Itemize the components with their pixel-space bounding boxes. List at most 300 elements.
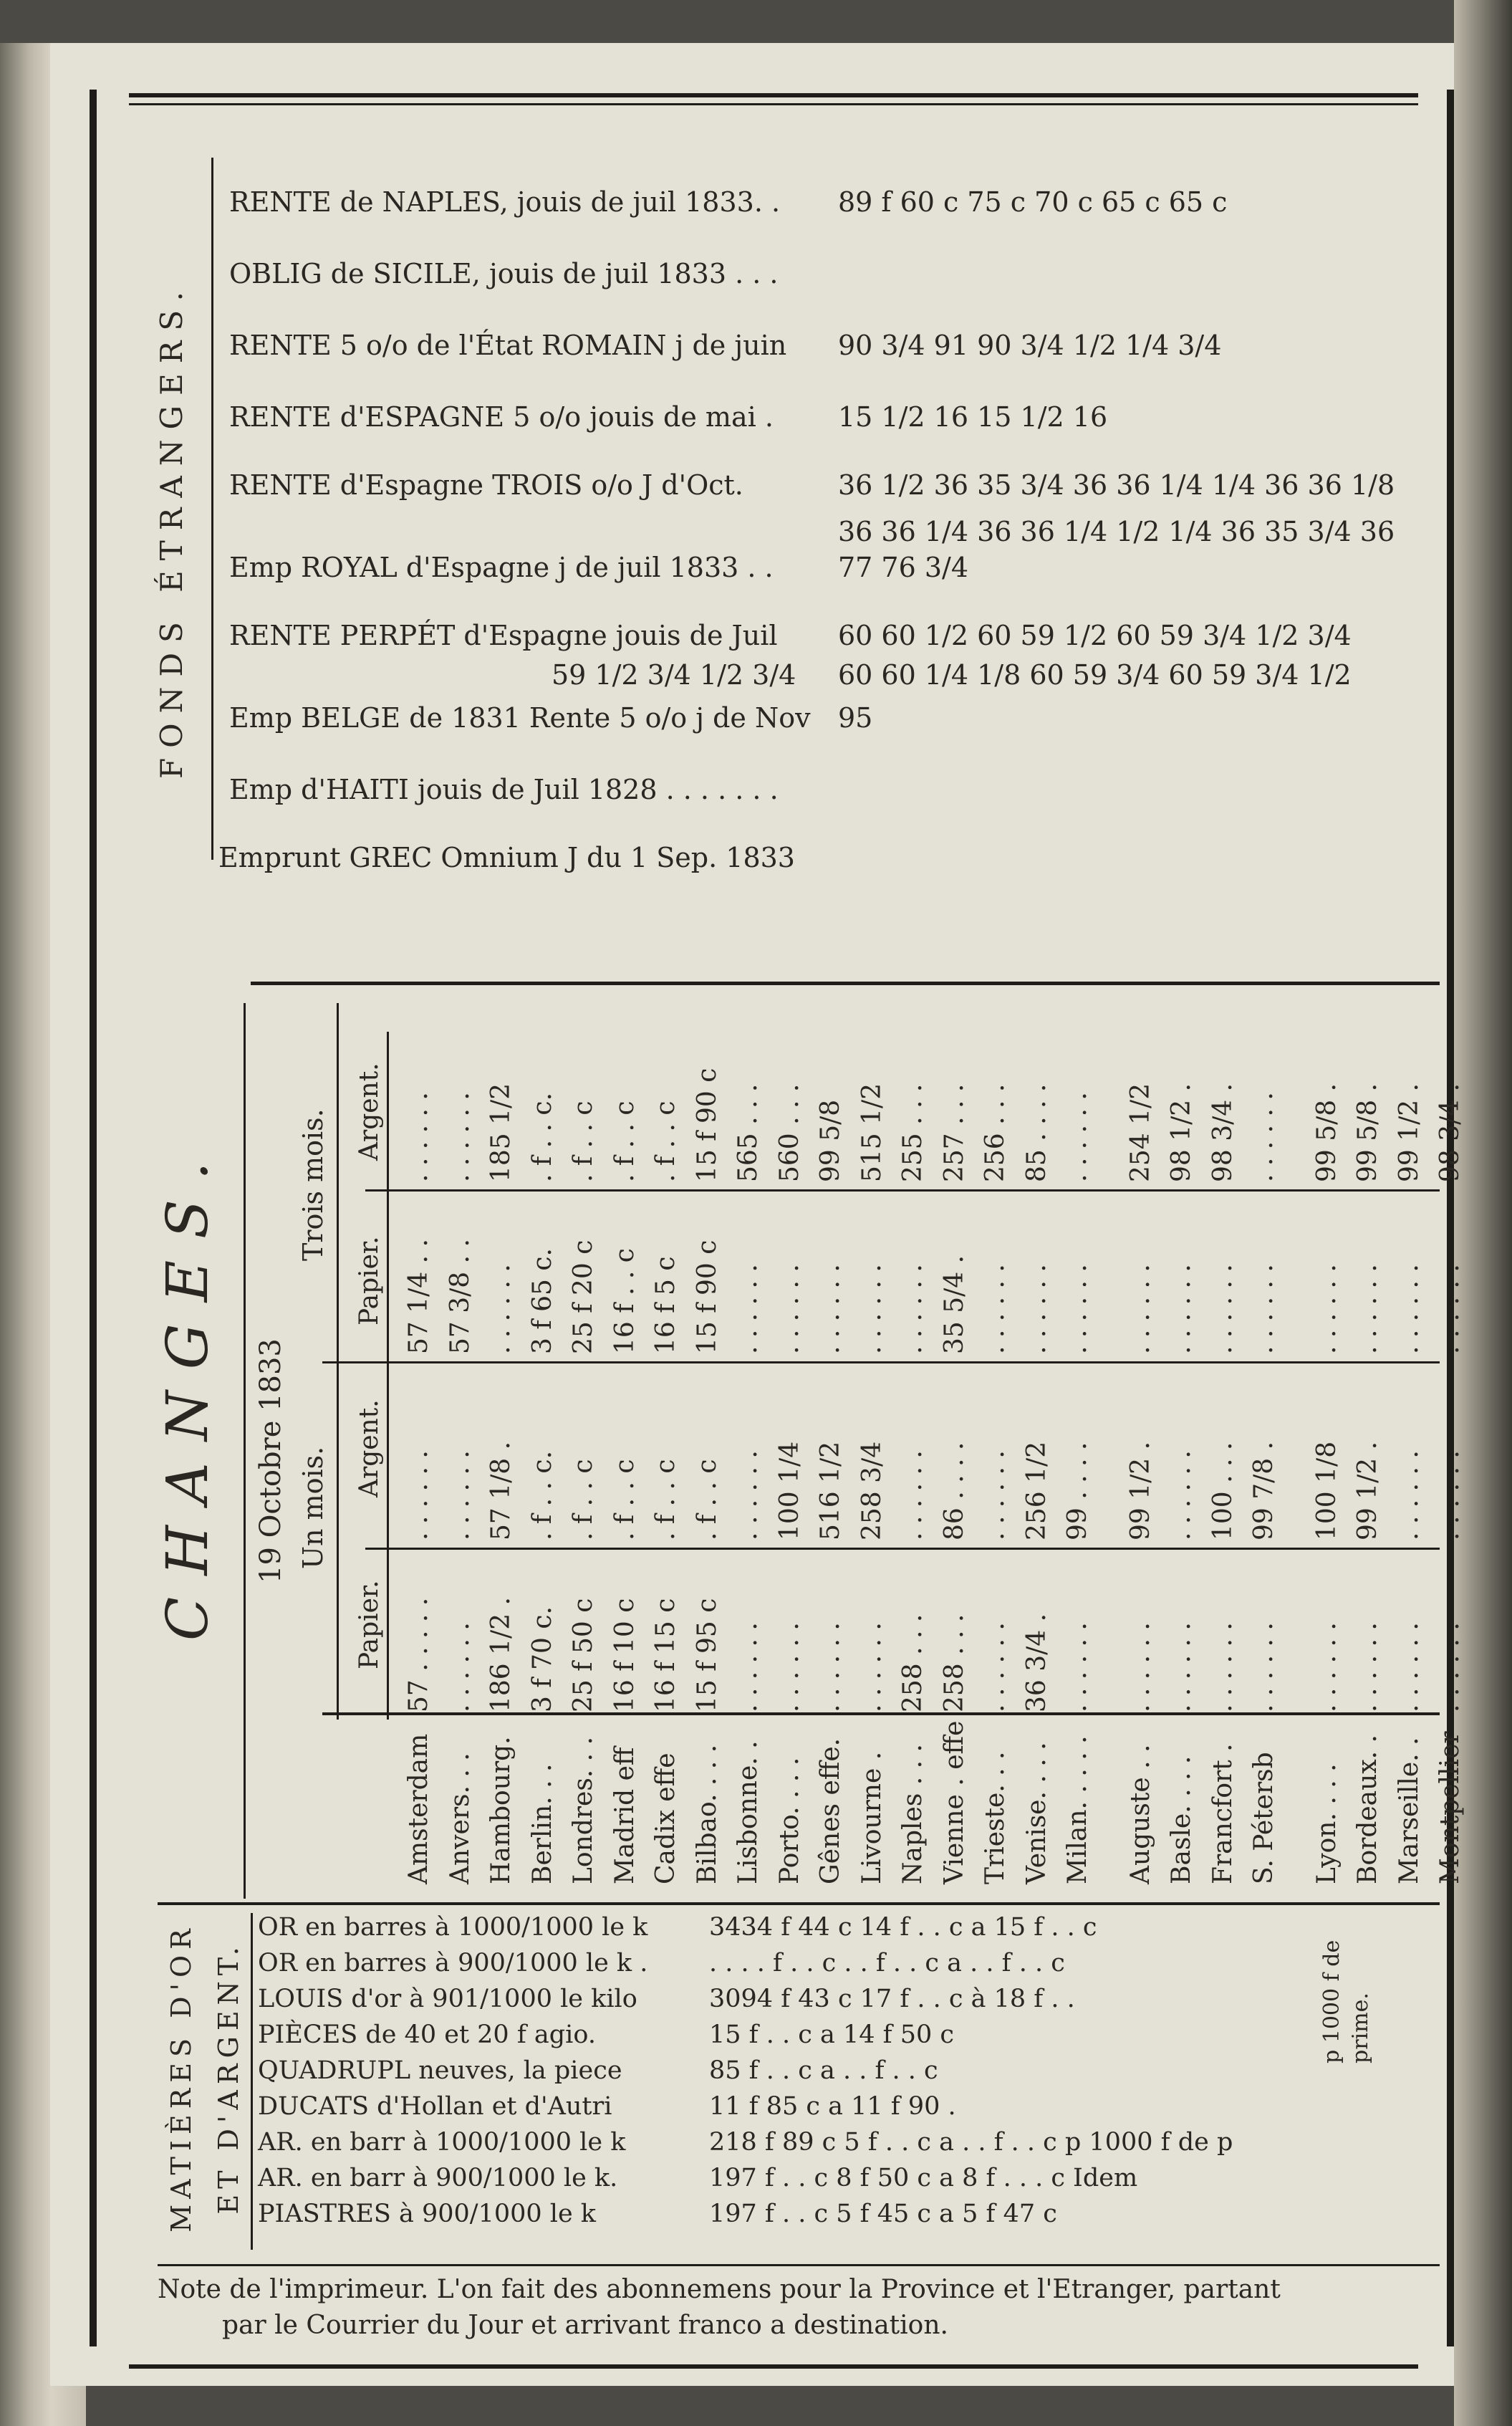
rate-value: . . . . . . [1167,1264,1196,1354]
rate-cell-trois-mois-papier [769,1197,813,1354]
rate-cell-trois-mois-argent [1306,1039,1350,1182]
rate-cell-un-mois-argent [1388,1368,1432,1540]
city-name: Marseille. . [1394,1737,1424,1884]
city-column [974,1720,1019,1884]
city-column [398,1720,442,1884]
fonds-name: RENTE 5 o/o de l'État ROMAIN j de juin [229,330,787,361]
rate-value: . . . . . . [774,1622,804,1712]
rate-cell-trois-mois-papier [1388,1197,1432,1354]
changes-rule-1 [322,1361,1440,1363]
fonds-name: Emp ROYAL d'Espagne j de juil 1833 . . [229,552,774,583]
rate-value: . . . . . . [486,1264,516,1354]
printer-note-line1: Note de l'imprimeur. L'on fait des abonnemens pour la Province et l'Etranger, partant [158,2275,1281,2304]
fonds-row [229,552,1447,595]
rate-value: . . . . . . [1435,1622,1465,1712]
rate-cell-trois-mois-papier [480,1197,524,1354]
changes-rule-2 [365,1548,1440,1550]
rate-value: . . . . . . [445,1450,475,1540]
fonds-price: 15 1/2 16 15 1/2 16 [838,401,1108,433]
rate-value: . . . . . . [404,1450,433,1540]
fonds-name: RENTE d'Espagne TROIS o/o J d'Oct. [229,469,743,501]
rate-cell-un-mois-papier [604,1555,648,1712]
rate-cell-un-mois-argent [769,1368,813,1540]
rate-cell-trois-mois-papier [1202,1197,1246,1354]
rate-cell-un-mois-argent [686,1368,731,1540]
fonds-price: 60 60 1/2 60 59 1/2 60 59 3/4 1/2 3/4 [838,620,1352,651]
rate-cell-un-mois-papier [1306,1555,1350,1712]
rate-value: . . . . . . [445,1092,475,1182]
changes-date: 19 Octobre 1833 [254,1338,287,1583]
rate-cell-un-mois-papier [892,1555,936,1712]
trois-mois-papier-label: Papier. [355,1236,384,1325]
rate-cell-trois-mois-papier [686,1197,731,1354]
rate-value: 99 5/8 . [1353,1083,1382,1182]
rate-cell-trois-mois-argent [1056,1039,1101,1182]
rate-cell-un-mois-papier [686,1555,731,1712]
matiere-price: 3094 f 43 c 17 f . . c à 18 f . . [709,1985,1075,2013]
rate-cell-un-mois-papier [809,1555,854,1712]
trois-mois-argent-label: Argent. [355,1063,384,1161]
changes-sub-rule [387,1032,389,1720]
rate-value: 85 . . . . [1021,1083,1051,1182]
city-name: Berlin. . . [527,1763,557,1884]
rate-value: 15 f 95 c [692,1598,722,1712]
rate-value: . f . . c [610,1459,640,1540]
rate-value: 99 1/2 . [1353,1441,1382,1540]
rate-value: 515 1/2 [857,1083,887,1182]
rate-value: . . . . . . [1353,1622,1382,1712]
rate-cell-un-mois-argent [398,1368,442,1540]
rate-value: . . . . . . [733,1450,763,1540]
city-column [727,1720,771,1884]
fonds-name: Emp d'HAITI jouis de Juil 1828 . . . . . . . [229,774,779,805]
city-column [1016,1720,1060,1884]
city-column [851,1720,895,1884]
city-column [769,1720,813,1884]
rate-value: . f . . c [651,1101,680,1182]
rate-value: 258 . . . [898,1614,928,1712]
rate-cell-un-mois-argent [1347,1368,1391,1540]
fonds-price: 90 3/4 91 90 3/4 1/2 1/4 3/4 [838,330,1222,361]
rate-value: 254 1/2 [1125,1083,1155,1182]
rate-value: 99 . . . . [1063,1442,1092,1540]
rate-cell-trois-mois-argent [933,1039,978,1182]
rate-value: . . . . . . [1208,1622,1238,1712]
fonds-price: 60 60 1/4 1/8 60 59 3/4 60 59 3/4 1/2 [838,659,1352,691]
rate-cell-un-mois-papier [398,1555,442,1712]
rate-cell-un-mois-papier [645,1555,689,1712]
matiere-row [258,2056,1404,2091]
rate-value: 516 1/2 [816,1441,845,1540]
rate-cell-un-mois-argent [1119,1368,1164,1540]
rate-cell-trois-mois-papier [1119,1197,1164,1354]
rate-value: . . . . . . [774,1264,804,1354]
matiere-row [258,2128,1404,2162]
matiere-name: PIASTRES à 900/1000 le k [258,2200,597,2228]
rate-cell-trois-mois-papier [933,1197,978,1354]
rate-cell-trois-mois-papier [1056,1197,1101,1354]
matiere-row [258,1985,1404,2019]
matiere-name: DUCATS d'Hollan et d'Autri [258,2092,612,2121]
rate-value: 100 1/4 [774,1441,804,1540]
city-column [562,1720,607,1884]
rate-value: 86 . . . . [939,1442,969,1540]
fonds-price: 77 76 3/4 [838,552,969,583]
city-column [1388,1720,1432,1884]
city-name: Londres. . . [569,1736,598,1884]
rate-value: . . . . . . [981,1622,1010,1712]
rate-value: 99 7/8 . [1249,1441,1279,1540]
rate-cell-un-mois-papier [974,1555,1019,1712]
rate-value: 57 1/4 . . [404,1239,433,1354]
changes-rule-3 [365,1189,1440,1192]
rate-cell-un-mois-argent [1016,1368,1060,1540]
fonds-name: Emp BELGE de 1831 Rente 5 o/o j de Nov [229,702,811,734]
fonds-price: 36 1/2 36 35 3/4 36 36 1/4 1/4 36 36 1/8 [838,469,1395,501]
matiere-price: 85 f . . c a . . f . . c [709,2056,938,2085]
city-column [686,1720,731,1884]
matiere-row [258,2164,1404,2198]
rate-cell-un-mois-papier [1347,1555,1391,1712]
matiere-price: 197 f . . c 5 f 45 c a 5 f 47 c [709,2200,1057,2228]
note-rule [158,2264,1440,2266]
rate-value: 57 1/8 . [486,1441,516,1540]
city-name: Lyon. . . . [1311,1763,1342,1884]
rate-value: . . . . . . [1353,1264,1382,1354]
rate-cell-un-mois-papier [1243,1555,1287,1712]
printed-page [50,43,1465,2386]
rate-cell-un-mois-argent [562,1368,607,1540]
fonds-row [229,774,1447,817]
matiere-name: PIÈCES de 40 et 20 f agio. [258,2020,596,2049]
city-column [480,1720,524,1884]
city-column [892,1720,936,1884]
rate-value: . . . . . . [1311,1622,1342,1712]
matieres-label [158,1913,258,2243]
rate-cell-trois-mois-argent [769,1039,813,1182]
city-name: Hambourg. [486,1736,516,1884]
rate-value: . . . . . . [857,1622,887,1712]
un-mois-label: Un mois. [297,1446,329,1569]
city-column [1243,1720,1287,1884]
rate-cell-trois-mois-argent [1388,1039,1432,1182]
rate-value: . f . . c [692,1459,722,1540]
fonds-name: RENTE de NAPLES, jouis de juil 1833. . [229,186,781,218]
matiere-name: QUADRUPL neuves, la piece [258,2056,622,2085]
rate-cell-trois-mois-papier [1243,1197,1287,1354]
rate-cell-trois-mois-argent [1347,1039,1391,1182]
rate-cell-un-mois-papier [1429,1555,1473,1712]
rate-cell-un-mois-argent [1306,1368,1350,1540]
matiere-price: . . . . f . . c . . f . . c a . . f . . c [709,1949,1065,1977]
city-column [439,1720,483,1884]
rate-cell-un-mois-papier [521,1555,566,1712]
rate-cell-trois-mois-papier [727,1197,771,1354]
fonds-row [229,702,1447,745]
matieres-label-line1: MATIÈRES D'OR [165,1923,197,2233]
city-name: Lisbonne. . [733,1740,763,1884]
city-name: Naples . . . [898,1744,928,1884]
city-name: Montpellier [1435,1731,1465,1884]
matiere-price: 3434 f 44 c 14 f . . c a 15 f . . c [709,1913,1097,1942]
rate-value: . . . . . . [1435,1450,1465,1540]
rate-value: 98 3/4 . [1435,1083,1465,1182]
rate-cell-trois-mois-papier [809,1197,854,1354]
rate-value: 98 3/4 . [1208,1083,1238,1182]
matiere-price: 197 f . . c 8 f 50 c a 8 f . . . c Idem [709,2164,1138,2192]
city-column [1119,1720,1164,1884]
rate-cell-un-mois-argent [1160,1368,1205,1540]
rate-value: . f . . c. [527,1092,557,1182]
matieres-label-line2: ET D'ARGENT. [213,1941,244,2215]
rate-value: . . . . . . [1394,1622,1424,1712]
rate-value: 16 f 5 c [651,1256,680,1354]
rate-cell-trois-mois-argent [604,1039,648,1182]
rate-cell-un-mois-papier [1016,1555,1060,1712]
rate-cell-un-mois-papier [727,1555,771,1712]
city-column [1429,1720,1473,1884]
rate-value: 258 . . . [939,1614,969,1712]
city-column [604,1720,648,1884]
rate-value: 99 5/8 . [1311,1083,1342,1182]
rate-value: . . . . . . [1394,1264,1424,1354]
rate-cell-trois-mois-papier [562,1197,607,1354]
rate-cell-trois-mois-argent [1119,1039,1164,1182]
prime-note: p 1000 f de prime. [1319,1940,1373,2063]
matiere-name: LOUIS d'or à 901/1000 le kilo [258,1985,637,2013]
changes-city-rule [322,1712,1440,1715]
rate-value: 100 . . . [1208,1442,1238,1540]
rate-value: . . . . . . [1063,1092,1092,1182]
rate-value: 57 . . . . . [404,1597,433,1712]
fonds-name: RENTE PERPÉT d'Espagne jouis de Juil [229,620,778,651]
rate-cell-trois-mois-argent [851,1039,895,1182]
rate-cell-trois-mois-papier [521,1197,566,1354]
matiere-row [258,1949,1404,1983]
rate-value: . . . . . . [404,1092,433,1182]
rate-value: 257 . . . [939,1083,969,1182]
rate-value: 186 1/2 . [486,1597,516,1712]
un-mois-papier-label: Papier. [355,1580,384,1669]
rate-value: 57 3/8 . . [445,1239,475,1354]
fonds-name: 59 1/2 3/4 1/2 3/4 [552,659,796,691]
rate-cell-un-mois-argent [974,1368,1019,1540]
fonds-row [229,469,1447,512]
rate-cell-trois-mois-argent [1429,1039,1473,1182]
city-column [645,1720,689,1884]
rate-cell-un-mois-papier [480,1555,524,1712]
rate-value: . . . . . . [981,1264,1010,1354]
rate-cell-un-mois-papier [1056,1555,1101,1712]
rate-value: 35 5/4 . [939,1255,969,1354]
rate-cell-un-mois-papier [1119,1555,1164,1712]
rate-value: . . . . . . [898,1264,928,1354]
fonds-name: OBLIG de SICILE, jouis de juil 1833 . . . [229,258,779,289]
city-name: Francfort . [1208,1743,1238,1884]
city-name: Venise. . . . [1021,1742,1051,1884]
rate-value: 99 1/2 . [1394,1083,1424,1182]
rate-cell-un-mois-argent [439,1368,483,1540]
rate-cell-trois-mois-argent [727,1039,771,1182]
city-name: S. Pétersb [1249,1752,1279,1884]
rate-cell-un-mois-argent [933,1368,978,1540]
rate-cell-trois-mois-papier [892,1197,936,1354]
rate-cell-trois-mois-argent [439,1039,483,1182]
changes-title: CHANGES. [154,1140,221,1641]
fonds-row [218,842,1436,885]
rate-value: . . . . . . [981,1450,1010,1540]
rate-value: . . . . . . [445,1622,475,1712]
rate-cell-trois-mois-argent [892,1039,936,1182]
rate-value: 3 f 70 c. [527,1606,557,1712]
rate-value: 256 1/2 [1021,1441,1051,1540]
rate-value: . . . . . . [1125,1264,1155,1354]
city-name: Anvers. . . [445,1753,475,1884]
rate-cell-un-mois-papier [562,1555,607,1712]
rate-cell-un-mois-papier [1202,1555,1246,1712]
fonds-name: RENTE d'ESPAGNE 5 o/o jouis de mai . [229,401,774,433]
rate-value: . . . . . . [1394,1450,1424,1540]
rate-cell-trois-mois-argent [398,1039,442,1182]
city-name: Auguste . . [1125,1744,1155,1884]
city-column [933,1720,978,1884]
rate-cell-trois-mois-papier [439,1197,483,1354]
rate-cell-trois-mois-papier [398,1197,442,1354]
matieres-top-rule [158,1902,1440,1905]
city-name: Livourne . [857,1751,887,1884]
rate-value: 98 1/2 . [1167,1083,1196,1182]
rate-cell-un-mois-argent [480,1368,524,1540]
rate-value: 100 1/8 [1311,1441,1342,1540]
trois-mois-label: Trois mois. [297,1108,329,1261]
fonds-bracket-rule [211,158,213,860]
rate-value: 560 . . . [774,1083,804,1182]
rate-value: . . . . . . [1435,1264,1465,1354]
rate-value: . . . . . . [816,1264,845,1354]
rate-value: . . . . . . [1063,1264,1092,1354]
city-name: Bordeaux. . [1353,1735,1382,1884]
rate-value: 16 f . . c [610,1248,640,1354]
rate-cell-un-mois-papier [769,1555,813,1712]
rate-cell-trois-mois-argent [521,1039,566,1182]
rate-value: . . . . . . [1063,1622,1092,1712]
rate-value: . f . . c [651,1459,680,1540]
rate-cell-trois-mois-argent [1016,1039,1060,1182]
rate-cell-un-mois-argent [851,1368,895,1540]
matiere-name: OR en barres à 900/1000 le k . [258,1949,648,1977]
fonds-row [229,186,1447,229]
rate-value: . . . . . . [1249,1622,1279,1712]
rate-value: . f . . c [610,1101,640,1182]
rate-cell-trois-mois-argent [480,1039,524,1182]
city-name: Basle. . . . [1167,1755,1196,1884]
rate-cell-trois-mois-argent [1160,1039,1205,1182]
rate-value: 565 . . . [733,1083,763,1182]
rate-cell-trois-mois-papier [604,1197,648,1354]
rate-value: . . . . . . [1125,1622,1155,1712]
fonds-price: 89 f 60 c 75 c 70 c 65 c 65 c [838,186,1228,218]
rate-cell-un-mois-papier [933,1555,978,1712]
rate-value: . . . . . . [733,1622,763,1712]
rate-value: . . . . . . [1021,1264,1051,1354]
fonds-row [229,258,1447,301]
rate-cell-un-mois-papier [439,1555,483,1712]
rate-value: . f . . c [569,1459,598,1540]
rate-value: . . . . . . [816,1622,845,1712]
fonds-row [552,659,1512,702]
rate-value: . . . . . . [1311,1264,1342,1354]
fonds-price: 95 [838,702,873,734]
matiere-row [258,2200,1404,2234]
rate-value: . . . . . . [1167,1622,1196,1712]
rate-value: 25 f 20 c [569,1240,598,1354]
rate-cell-trois-mois-papier [974,1197,1019,1354]
rate-cell-trois-mois-argent [562,1039,607,1182]
matiere-row [258,1913,1404,1947]
rate-cell-un-mois-argent [727,1368,771,1540]
city-name: Amsterdam [404,1733,433,1884]
rate-value: 36 3/4 . [1021,1613,1051,1712]
rate-cell-un-mois-argent [1429,1368,1473,1540]
rate-value: . . . . . . [1249,1092,1279,1182]
rate-value: 3 f 65 c. [527,1248,557,1354]
rate-cell-un-mois-argent [1243,1368,1287,1540]
rate-cell-un-mois-argent [809,1368,854,1540]
rate-cell-un-mois-argent [1202,1368,1246,1540]
matiere-row [258,2020,1404,2055]
rate-value: . . . . . . [733,1264,763,1354]
city-name: Vienne . effe [939,1720,969,1884]
city-name: Trieste. . . [981,1751,1010,1884]
city-column [1306,1720,1350,1884]
rate-cell-un-mois-papier [851,1555,895,1712]
rate-value: 16 f 10 c [610,1598,640,1712]
fonds-etrangers-label: FONDS ÉTRANGERS. [154,282,189,779]
rate-cell-un-mois-papier [1160,1555,1205,1712]
rate-cell-un-mois-papier [1388,1555,1432,1712]
rate-cell-trois-mois-papier [1347,1197,1391,1354]
rate-value: . f . . c. [527,1450,557,1540]
rate-cell-trois-mois-papier [1016,1197,1060,1354]
un-mois-argent-label: Argent. [355,1399,384,1497]
rate-value: . . . . . . [898,1450,928,1540]
rate-cell-trois-mois-papier [645,1197,689,1354]
printer-note-line2: par le Courrier du Jour et arrivant franco a destination. [222,2311,948,2340]
rate-value: 15 f 90 c [692,1240,722,1354]
rate-value: . f . . c [569,1101,598,1182]
rate-cell-trois-mois-argent [686,1039,731,1182]
matiere-row [258,2092,1404,2127]
rate-cell-trois-mois-papier [851,1197,895,1354]
rate-cell-un-mois-argent [892,1368,936,1540]
matiere-price: 11 f 85 c a 11 f 90 . [709,2092,956,2121]
rate-value: . . . . . . [1208,1264,1238,1354]
fonds-row [229,330,1447,373]
rate-cell-un-mois-argent [521,1368,566,1540]
city-name: Porto. . . . [774,1757,804,1884]
city-name: Cadix effe [651,1753,680,1884]
rate-cell-un-mois-argent [645,1368,689,1540]
rate-value: . . . . . . [1167,1450,1196,1540]
city-column [1160,1720,1205,1884]
rate-cell-trois-mois-papier [1160,1197,1205,1354]
rate-value: 256 . . . [981,1083,1010,1182]
rate-cell-trois-mois-argent [645,1039,689,1182]
city-column [1347,1720,1391,1884]
matiere-name: AR. en barr à 900/1000 le k. [258,2164,618,2192]
rate-cell-trois-mois-argent [1243,1039,1287,1182]
fonds-row [229,620,1447,663]
